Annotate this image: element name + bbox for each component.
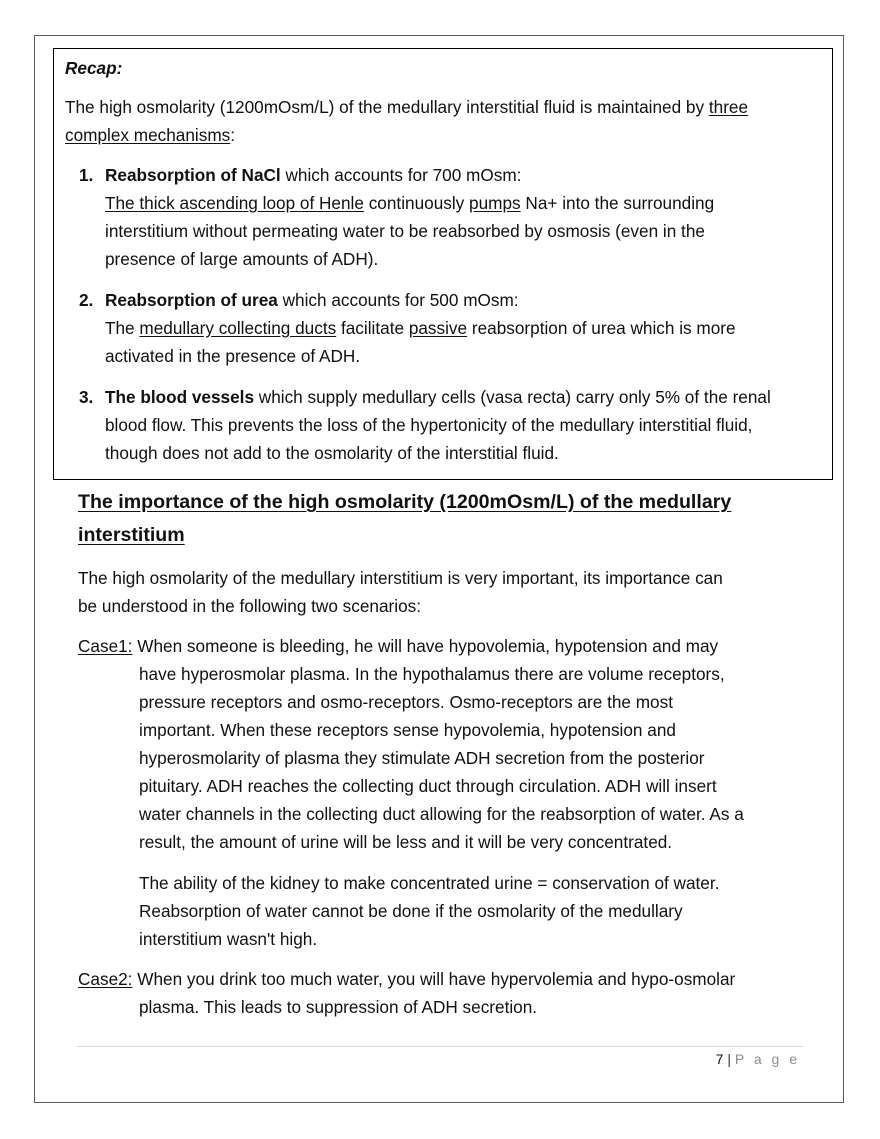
case1-para2-line3: interstitium wasn't high. xyxy=(139,929,318,949)
page-label: P a g e xyxy=(734,1051,800,1067)
section-intro-line2: be understood in the following two scenarios: xyxy=(78,596,422,616)
case1-line1: Case1: When someone is bleeding, he will have hypovolemia, hypotension and may xyxy=(78,636,719,656)
case2-label: Case2: xyxy=(78,969,133,989)
case1-line4: important. When these receptors sense hypovolemia, hypotension and xyxy=(139,720,676,740)
case1-line5: hyperosmolarity of plasma they stimulate ADH secretion from the posterior xyxy=(139,748,705,768)
recap-intro-underline-mechanisms: complex mechanisms xyxy=(65,125,231,145)
recap-item1-line3: presence of large amounts of ADH). xyxy=(105,249,379,269)
case1-line3: pressure receptors and osmo-receptors. Osmo-receptors are the most xyxy=(139,692,673,712)
recap-intro-underline-three: three xyxy=(708,97,749,117)
recap-item3-number: 3. xyxy=(79,387,94,407)
case1-para2-line1: The ability of the kidney to make concentrated urine = conservation of water. xyxy=(139,873,720,893)
recap-intro-line1: The high osmolarity (1200mOsm/L) of the medullary interstitial fluid is maintained by three xyxy=(65,97,749,117)
recap-item1-number: 1. xyxy=(79,165,94,185)
footer-divider xyxy=(76,1046,804,1047)
recap-item3-title: The blood vessels which supply medullary cells (vasa recta) carry only 5% of the renal xyxy=(105,387,771,407)
case1-line6: pituitary. ADH reaches the collecting duct through circulation. ADH will insert xyxy=(139,776,717,796)
footer-separator: | xyxy=(727,1051,731,1067)
recap-item3-line2: though does not add to the osmolarity of the interstitial fluid. xyxy=(105,443,559,463)
section-heading-line2: interstitium xyxy=(78,524,185,546)
recap-item1-line2: interstitium without permeating water to be reabsorbed by osmosis (even in the xyxy=(105,221,705,241)
recap-item1-line1: The thick ascending loop of Henle continuously pumps Na+ into the surrounding xyxy=(105,193,715,213)
section-heading-line1: The importance of the high osmolarity (1200mOsm/L) of the medullary xyxy=(78,491,732,513)
recap-item2-line2: activated in the presence of ADH. xyxy=(105,346,361,366)
recap-item2-line1: The medullary collecting ducts facilitate passive reabsorption of urea which is more xyxy=(105,318,736,338)
page-number: 7 xyxy=(715,1051,724,1067)
case1-para2-line2: Reabsorption of water cannot be done if the osmolarity of the medullary xyxy=(139,901,683,921)
recap-intro-line2: complex mechanisms: xyxy=(65,125,236,145)
case2-line1: Case2: When you drink too much water, you will have hypervolemia and hypo-osmolar xyxy=(78,969,736,989)
case2-line2: plasma. This leads to suppression of ADH secretion. xyxy=(139,997,538,1017)
recap-item1-title: Reabsorption of NaCl which accounts for 700 mOsm: xyxy=(105,165,522,185)
section-intro-line1: The high osmolarity of the medullary interstitium is very important, its importance can xyxy=(78,568,723,588)
recap-item2-number: 2. xyxy=(79,290,94,310)
case1-line2: have hyperosmolar plasma. In the hypothalamus there are volume receptors, xyxy=(139,664,725,684)
recap-item2-title: Reabsorption of urea which accounts for 500 mOsm: xyxy=(105,290,519,310)
recap-item3-line1: blood flow. This prevents the loss of the hypertonicity of the medullary interstitial fluid, xyxy=(105,415,753,435)
recap-title: Recap: xyxy=(65,58,123,78)
case1-label: Case1: xyxy=(78,636,133,656)
case1-line7: water channels in the collecting duct allowing for the reabsorption of water. As a xyxy=(139,804,744,824)
page-footer xyxy=(716,1051,800,1067)
case1-line8: result, the amount of urine will be less and it will be very concentrated. xyxy=(139,832,673,852)
